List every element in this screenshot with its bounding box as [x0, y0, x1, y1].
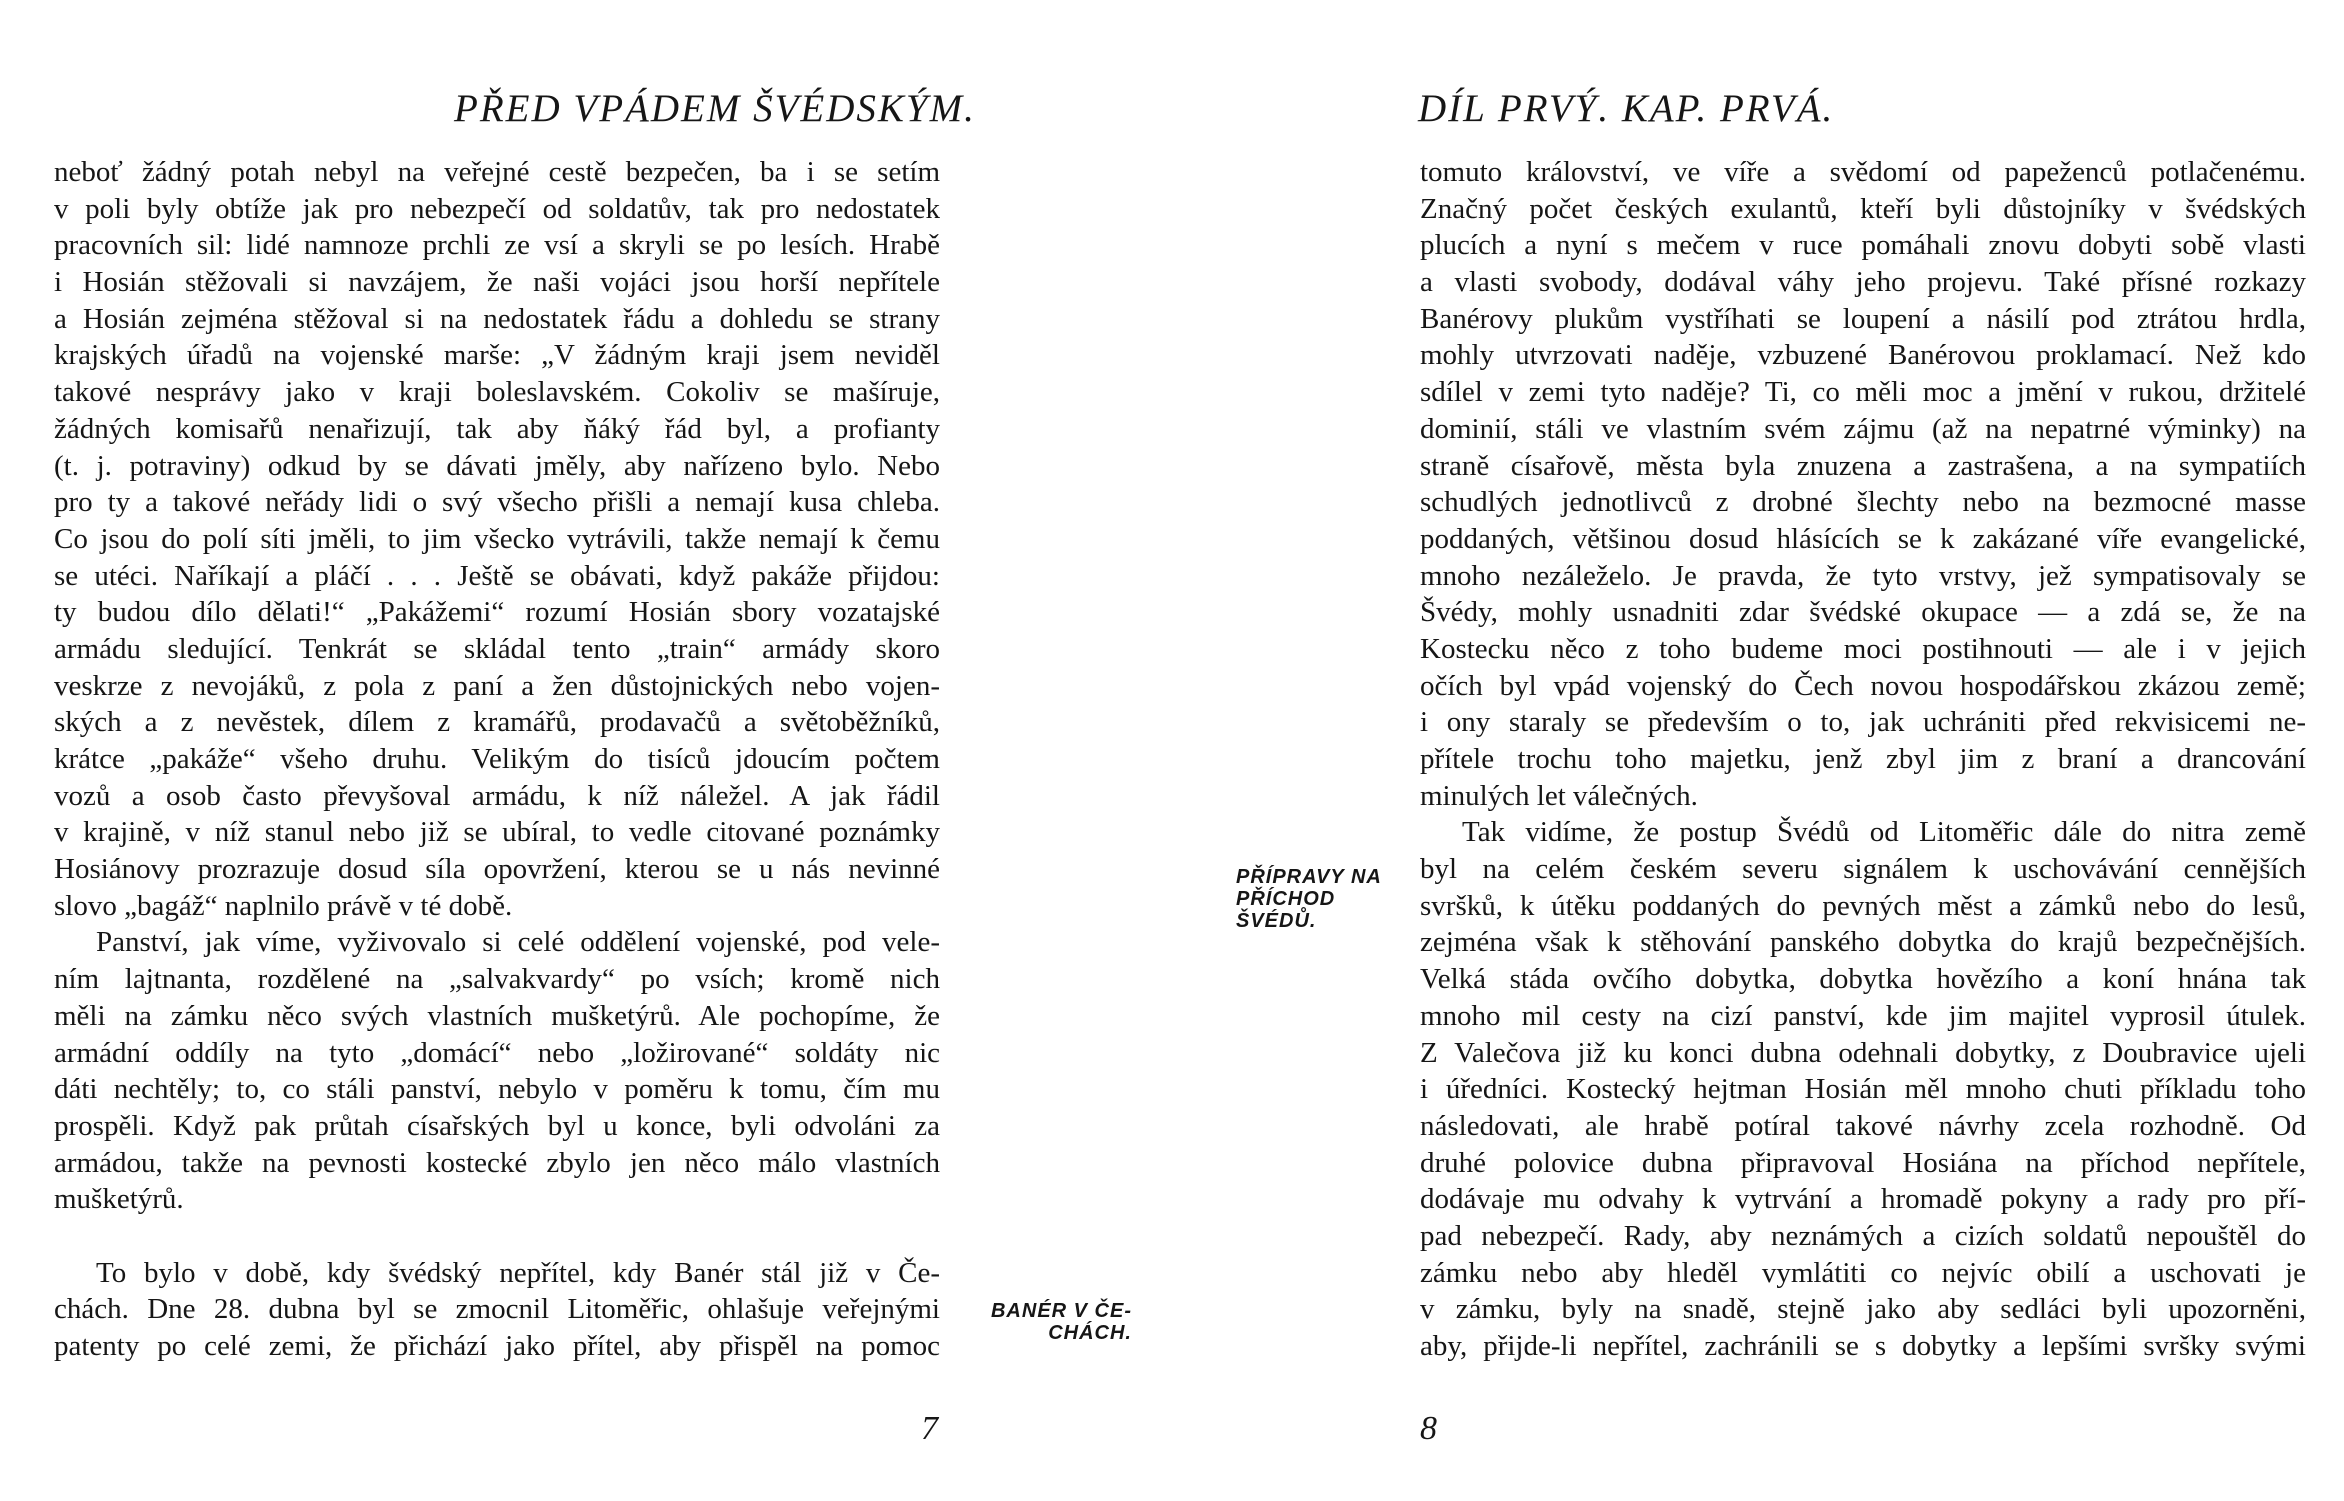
running-head-right: DÍL PRVÝ. KAP. PRVÁ.	[1418, 87, 1835, 130]
text-line: armádou, takže na pevnosti kostecké zbylo jen něco málo vlastních	[54, 1146, 940, 1179]
margin-note-pripravy	[1236, 866, 1382, 932]
text-line: tomuto království, ve víře a svědomí od papeženců potlačenému.	[1420, 156, 2306, 188]
text-line: takové nesprávy jako v kraji boleslavském. Cokoliv se mašíruje,	[54, 376, 940, 409]
text-line: měli na zámku něco svých vlastních mušketýrů. Ale pochopíme, že	[54, 999, 940, 1032]
text-line: (t. j. potraviny) odkud by se dávati jměly, aby nařízeno bylo. Nebo	[54, 449, 940, 482]
text-line: armádu sledující. Tenkrát se skládal tento „train“ armády skoro	[54, 632, 940, 665]
text-line: mušketýrů.	[54, 1183, 184, 1216]
text-line: a Hosián zejména stěžoval si na nedostatek řádu a dohledu se strany	[54, 302, 940, 335]
text-line: prospěli. Když pak průtah císařských byl u konce, byli odvoláni za	[54, 1109, 940, 1142]
text-line: patenty po celé zemi, že přichází jako přítel, aby přispěl na pomoc	[54, 1330, 940, 1362]
text-line: mnoho nezáleželo. Je pravda, že tyto vrstvy, jež sympatisovaly se	[1420, 559, 2306, 592]
text-line: Panství, jak víme, vyživovalo si celé oddělení vojenské, pod vele-	[96, 926, 940, 959]
text-line: ním lajtnanta, rozdělené na „salvakvardy“ po vsích; kromě nich	[54, 963, 940, 996]
text-line: se utéci. Naříkají a pláčí . . . Ještě se obávati, když pakáže přijdou:	[54, 559, 940, 592]
text-line: ty budou dílo dělati!“ „Pakážemi“ rozumí Hosián sbory vozatajské	[54, 596, 940, 629]
text-line: očích byl vpád vojenský do Čech novou hospodářskou zkázou země;	[1420, 669, 2306, 702]
text-line: neboť žádný potah nebyl na veřejné cestě bezpečen, ba i se setím	[54, 156, 940, 188]
text-line: Hosiánovy prozrazuje dosud síla opovržení, kterou se u nás nevinné	[54, 853, 940, 886]
text-line: chách. Dne 28. dubna byl se zmocnil Litoměřic, ohlašuje veřejnými	[54, 1293, 940, 1326]
text-line: slovo „bagáž“ naplnilo právě v té době.	[54, 889, 513, 922]
margin-note-line: ŠVÉDŮ.	[1236, 910, 1317, 932]
text-line: poddaných, většinou dosud hlásících se k zakázané víře evangelické,	[1420, 522, 2306, 555]
text-line: Tak vidíme, že postup Švédů od Litoměřic dále do nitra země	[1462, 816, 2306, 849]
text-line: i úředníci. Kostecký hejtman Hosián měl mnoho chuti příkladu toho	[1420, 1073, 2306, 1106]
text-line: a vlasti svobody, dodával váhy jeho projevu. Také přísné rozkazy	[1420, 266, 2306, 299]
text-line: aby, přijde-li nepřítel, zachránili se s dobytky a lepšími svršky svými	[1420, 1330, 2306, 1362]
text-line: dodávaje mu odvahy k vytrvání a hromadě pokyny a rady pro pří-	[1420, 1183, 2306, 1216]
right-page-text	[1420, 154, 2306, 1365]
text-line: v zámku, byly na snadě, stejně jako aby sedláci byli upozorněni,	[1420, 1293, 2306, 1326]
text-line: druhé polovice dubna připravoval Hosiána na příchod nepřítele,	[1420, 1146, 2306, 1179]
text-line: svršků, k útěku poddaných do pevných měst a zámků nebo do lesů,	[1420, 889, 2306, 922]
text-line: krajských úřadů na vojenské marše: „V žádným kraji jsem neviděl	[54, 339, 940, 372]
text-line: Co jsou do polí síti jměli, to jim všecko vytrávili, takže nemají k čemu	[54, 522, 940, 555]
text-line: pracovních sil: lidé namnoze prchli ze vsí a skryli se po lesích. Hrabě	[54, 229, 940, 262]
text-line: přítele trochu toho majetku, jenž zbyl jim z braní a drancování	[1420, 743, 2306, 775]
text-line: Z Valečova již ku konci dubna odehnali dobytky, z Doubravice ujeli	[1420, 1036, 2306, 1069]
text-line: Banérovy plukům vystříhati se loupení a násilí pod ztrátou hrdla,	[1420, 302, 2306, 335]
page-number-right: 8	[1420, 1410, 1437, 1447]
text-line: minulých let válečných.	[1420, 779, 1698, 812]
text-line: straně císařově, města byla znuzena a zastrašena, a na sympatiích	[1420, 449, 2306, 482]
margin-note-line: PŘÍCHOD	[1236, 888, 1336, 910]
margin-note-line: PŘÍPRAVY NA	[1236, 866, 1382, 888]
text-line: sdílel v zemi tyto naděje? Ti, co měli moc a jmění v rukou, držitelé	[1420, 376, 2306, 409]
text-line: zejména však k stěhování panského dobytka do krajů bezpečnějších.	[1420, 926, 2306, 959]
text-line: dominií, stáli ve vlastním svém zájmu (až na nepatrné výminky) na	[1420, 412, 2306, 445]
text-line: i Hosián stěžovali si navzájem, že naši vojáci jsou horší nepřítele	[54, 266, 940, 299]
text-line: dáti nechtěly; to, co stáli panství, nebylo v poměru k tomu, čím mu	[54, 1073, 940, 1106]
margin-note-line: BANÉR V ČE-	[990, 1300, 1132, 1322]
text-line: ských a z nevěstek, dílem z kramářů, prodavačů a světoběžníků,	[54, 706, 940, 739]
text-line: mohly utvrzovati naděje, vzbuzené Banérovou proklamací. Než kdo	[1420, 339, 2306, 372]
margin-note-line: CHÁCH.	[1048, 1322, 1132, 1344]
text-line: byl na celém českém severu signálem k uschovávání cennějších	[1420, 853, 2306, 886]
text-line: i ony staraly se především o to, jak uchrániti před rekvisicemi ne-	[1420, 706, 2306, 739]
text-line	[54, 1218, 940, 1255]
text-line: veskrze z nevojáků, z pola z paní a žen důstojnických nebo vojen-	[54, 669, 940, 702]
margin-note-baner	[972, 1300, 1132, 1344]
text-line: armádní oddíly na tyto „domácí“ nebo „ložirované“ soldáty nic	[54, 1036, 940, 1069]
text-line: zámku nebo aby hleděl vymlátiti co nejvíc obilí a uschovati je	[1420, 1256, 2306, 1289]
text-line: vozů a osob často převyšoval armádu, k níž náležel. A jak řádil	[54, 779, 940, 812]
text-line: Švédy, mohly usnadniti zdar švédské okupace — a zdá se, že na	[1420, 596, 2306, 629]
text-line: To bylo v době, kdy švédský nepřítel, kdy Banér stál již v Če-	[96, 1256, 940, 1289]
text-line: Značný počet českých exulantů, kteří byli důstojníky v švédských	[1420, 192, 2306, 225]
text-line: plucích a nyní s mečem v ruce pomáhali znovu dobyti sobě vlasti	[1420, 229, 2306, 262]
text-line: v poli byly obtíže jak pro nebezpečí od soldatův, tak pro nedostatek	[54, 192, 940, 225]
text-line: následovati, ale hrabě potíral takové návrhy zcela rozhodně. Od	[1420, 1109, 2306, 1142]
left-page-text	[54, 154, 940, 1365]
text-line: pro ty a takové neřády lidi o svý všecho přišli a nemají kusa chleba.	[54, 486, 940, 519]
text-line: schudlých jednotlivců z drobné šlechty nebo na bezmocné masse	[1420, 486, 2306, 519]
text-line: žádných komisařů nenařizují, tak aby ňáký řád byl, a profianty	[54, 412, 940, 445]
text-line: mnoho mil cesty na cizí panství, kde jim majitel vyprosil útulek.	[1420, 999, 2306, 1032]
text-line: Velká stáda ovčího dobytka, dobytka hovězího a koní hnána tak	[1420, 963, 2306, 996]
page-number-left: 7	[921, 1410, 938, 1447]
text-line: krátce „pakáže“ všeho druhu. Velikým do tisíců jdoucím počtem	[54, 743, 940, 775]
running-head-left: PŘED VPÁDEM ŠVÉDSKÝM.	[454, 87, 976, 130]
text-line: Kostecku něco z toho budeme moci postihnouti — ale i v jejich	[1420, 632, 2306, 665]
text-line: v krajině, v níž stanul nebo již se ubíral, to vedle citované poznámky	[54, 816, 940, 849]
text-line: pad nebezpečí. Rady, aby neznámých a cizích soldatů nepouštěl do	[1420, 1219, 2306, 1252]
